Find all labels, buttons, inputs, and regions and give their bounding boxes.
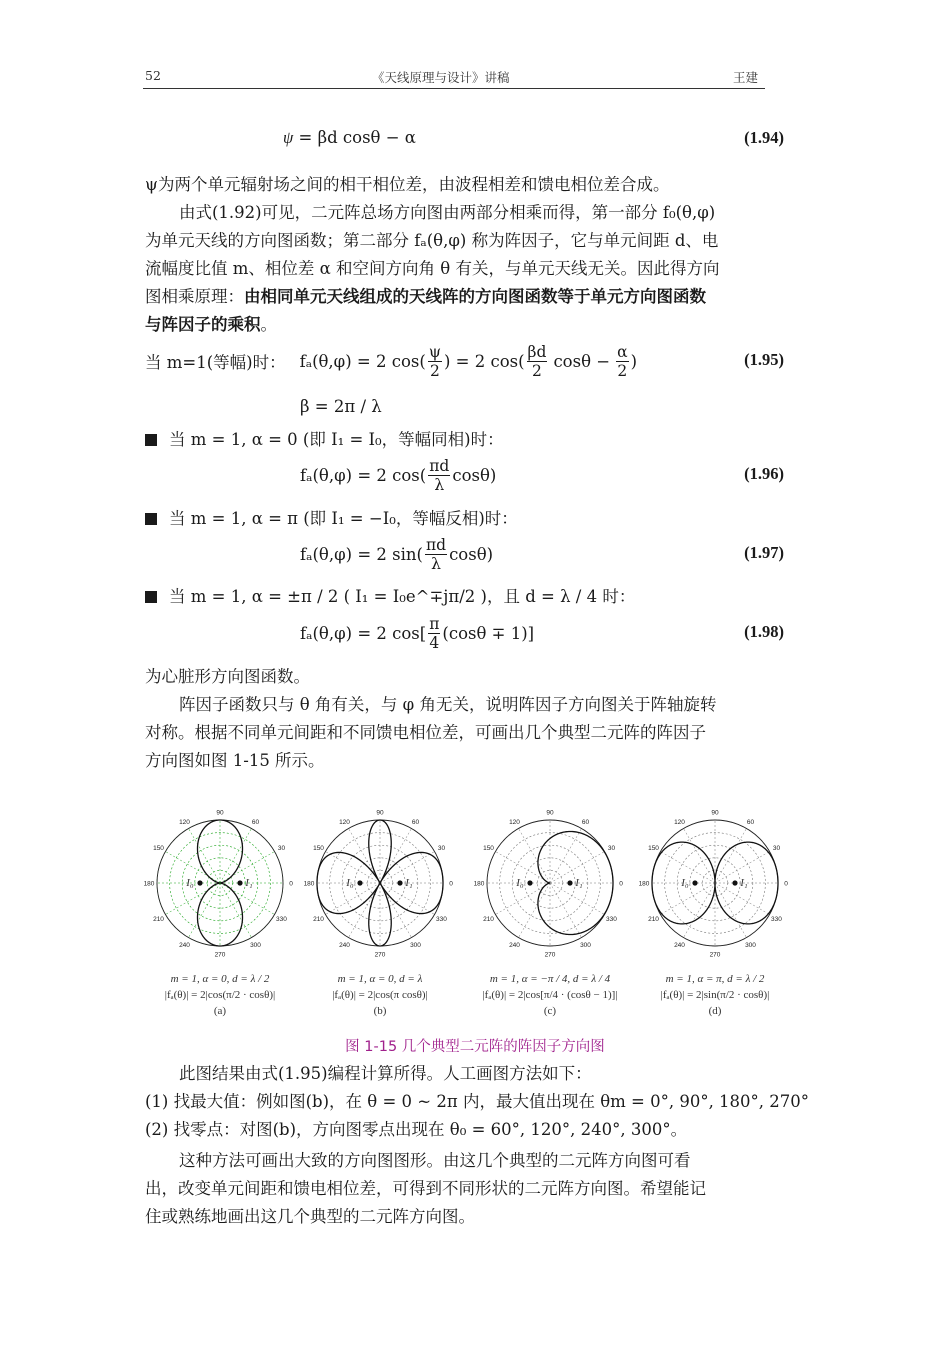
angle-label: 330 bbox=[436, 916, 447, 923]
paragraph-line: 出，改变单元间距和馈电相位差，可得到不同形状的二元阵方向图。希望能记 bbox=[145, 1179, 706, 1198]
panel-formula: |fₐ(θ)| = 2|cos[π/4 · (cosθ − 1)]| bbox=[482, 989, 618, 1001]
eq-end: ) bbox=[630, 351, 637, 371]
equation-number-1-95: (1.95) bbox=[744, 350, 784, 369]
polar-grid-spoke bbox=[220, 828, 252, 883]
paragraph-line: 流幅度比值 m、相位差 α 和空间方向角 θ 有关，与单元天线无关。因此得方向 bbox=[145, 259, 720, 278]
angle-label: 240 bbox=[179, 941, 190, 949]
paragraph-line: 住或熟练地画出这几个典型的二元阵方向图。 bbox=[145, 1207, 475, 1226]
angle-label: 300 bbox=[745, 941, 756, 949]
eq-mid: ) = 2 cos( bbox=[443, 351, 525, 371]
angle-label: 90 bbox=[546, 809, 554, 817]
angle-label: 30 bbox=[437, 845, 446, 852]
element-label: I₀ bbox=[681, 877, 689, 889]
equation-1-94 bbox=[283, 128, 416, 148]
angle-label: 270 bbox=[709, 951, 721, 959]
element-label: I₀ bbox=[346, 877, 354, 889]
angle-label: 240 bbox=[674, 941, 685, 949]
bullet-icon bbox=[145, 434, 157, 446]
running-title: 《天线原理与设计》讲稿 bbox=[372, 70, 510, 85]
angle-label: 60 bbox=[746, 819, 755, 827]
paragraph-method: 此图结果由式(1.95)编程计算所得。人工画图方法如下： bbox=[179, 1064, 592, 1083]
equation-1-95 bbox=[145, 338, 637, 384]
period: 。 bbox=[260, 315, 277, 334]
eq-mid2: cosθ − bbox=[553, 351, 611, 371]
panel-condition: m = 1, α = π, d = λ / 2 bbox=[665, 973, 765, 985]
polar-grid-spoke bbox=[550, 828, 582, 883]
angle-label: 330 bbox=[771, 916, 782, 923]
angle-label: 180 bbox=[638, 880, 650, 888]
case-condition: 当 m = 1, α = 0 (即 I₁ = I₀，等幅同相)时： bbox=[145, 427, 791, 453]
element-i0-dot bbox=[692, 880, 697, 885]
paragraph-line: 方向图如图 1-15 所示。 bbox=[145, 751, 325, 770]
angle-label: 30 bbox=[277, 845, 286, 852]
panel-label: (a) bbox=[213, 1005, 227, 1017]
element-i0-dot bbox=[357, 880, 362, 885]
angle-label: 180 bbox=[143, 880, 155, 888]
bullet-icon bbox=[145, 513, 157, 525]
bullet-icon bbox=[145, 591, 157, 603]
angle-label: 150 bbox=[313, 845, 324, 852]
angle-label: 180 bbox=[473, 880, 485, 888]
fraction: $\frac{\pi d}{\lambda}$ bbox=[429, 456, 450, 494]
equation-number-1-96: (1.96) bbox=[744, 464, 784, 483]
polar-grid-spoke bbox=[684, 883, 716, 938]
panel-condition: m = 1, α = −π / 4, d = λ / 4 bbox=[489, 973, 611, 985]
paragraph-line bbox=[145, 312, 791, 338]
eq-rhs: = βd cosθ − α bbox=[293, 128, 416, 147]
angle-label: 330 bbox=[276, 916, 287, 923]
fraction: $\frac{\beta d}{2}$ bbox=[527, 342, 547, 380]
angle-label: 300 bbox=[410, 941, 421, 949]
angle-label: 0 bbox=[619, 880, 623, 888]
angle-label: 30 bbox=[772, 845, 781, 852]
element-i0-dot bbox=[527, 880, 532, 885]
angle-label: 210 bbox=[648, 916, 659, 923]
principle-label: 图相乘原理： bbox=[145, 287, 244, 306]
polar-grid-spoke bbox=[519, 828, 551, 883]
header-rule bbox=[143, 88, 765, 89]
panel-formula: |fₐ(θ)| = 2|cos(π cosθ)| bbox=[332, 989, 428, 1001]
element-i1-dot bbox=[397, 880, 402, 885]
angle-label: 30 bbox=[607, 845, 616, 852]
element-i0-dot bbox=[197, 880, 202, 885]
angle-label: 120 bbox=[339, 819, 350, 827]
angle-label: 120 bbox=[179, 819, 190, 827]
principle-statement-end: 与阵因子的乘积 bbox=[145, 315, 261, 334]
angle-label: 90 bbox=[711, 809, 719, 817]
element-label: I₀ bbox=[516, 877, 524, 889]
fraction: $\frac{\pi d}{\lambda}$ bbox=[425, 535, 447, 573]
angle-label: 90 bbox=[216, 809, 224, 817]
equation-number-1-94: (1.94) bbox=[744, 128, 784, 147]
polar-grid-spoke bbox=[550, 883, 582, 938]
paragraph-line: 由式(1.92)可见，二元阵总场方向图由两部分相乘而得，第一部分 f₀(θ,φ) bbox=[179, 203, 716, 222]
angle-label: 150 bbox=[153, 845, 164, 852]
polar-grid-spoke bbox=[684, 828, 716, 883]
angle-label: 210 bbox=[313, 916, 324, 923]
case-condition: 当 m = 1, α = π (即 I₁ = −I₀，等幅反相)时： bbox=[145, 506, 791, 532]
angle-label: 300 bbox=[250, 941, 261, 949]
equation-number-1-98: (1.98) bbox=[744, 622, 784, 641]
author-name: 王建 bbox=[733, 70, 759, 85]
element-i1-dot bbox=[732, 880, 737, 885]
panel-label: (d) bbox=[708, 1005, 722, 1017]
panel-label: (b) bbox=[373, 1005, 387, 1017]
angle-label: 120 bbox=[674, 819, 685, 827]
polar-grid-spoke bbox=[519, 883, 551, 938]
angle-label: 270 bbox=[374, 951, 386, 959]
angle-label: 0 bbox=[784, 880, 788, 888]
element-label: I₁ bbox=[245, 877, 253, 889]
angle-label: 60 bbox=[411, 819, 420, 827]
paragraph-line bbox=[145, 284, 791, 310]
panel-formula: |fₐ(θ)| = 2|sin(π/2 · cosθ)| bbox=[660, 989, 770, 1001]
angle-label: 210 bbox=[153, 916, 164, 923]
panel-condition: m = 1, α = 0, d = λ / 2 bbox=[170, 973, 270, 985]
angle-label: 90 bbox=[376, 809, 384, 817]
angle-label: 240 bbox=[509, 941, 520, 949]
angle-label: 300 bbox=[580, 941, 591, 949]
element-label: I₀ bbox=[186, 877, 194, 889]
principle-statement: 由相同单元天线组成的天线阵的方向图函数等于单元方向图函数 bbox=[244, 287, 706, 306]
panel-condition: m = 1, α = 0, d = λ bbox=[337, 973, 423, 985]
polar-grid-spoke bbox=[189, 828, 221, 883]
angle-label: 150 bbox=[483, 845, 494, 852]
angle-label: 270 bbox=[544, 951, 556, 959]
angle-label: 0 bbox=[289, 880, 293, 888]
polar-grid-spoke bbox=[715, 883, 747, 938]
element-label: I₁ bbox=[740, 877, 748, 889]
equation-1-96: fₐ(θ,φ) = 2 cos( $\frac{\pi d}{\lambda}$ cosθ) bbox=[300, 456, 497, 494]
polar-grid-spoke bbox=[220, 883, 252, 938]
angle-label: 60 bbox=[581, 819, 590, 827]
fraction: $\frac{\alpha}{2}$ bbox=[617, 342, 628, 380]
eq-psi: ψ bbox=[283, 128, 294, 147]
list-item: (2) 找零点：对图(b)，方向图零点出现在 θ₀ = 60°, 120°, 240°, 300°。 bbox=[145, 1120, 688, 1139]
paragraph-psi: ψ为两个单元辐射场之间的相干相位差，由波程相差和馈电相位差合成。 bbox=[145, 175, 670, 194]
eq-lhs: fₐ(θ,φ) = 2 cos( bbox=[299, 351, 426, 371]
angle-label: 330 bbox=[606, 916, 617, 923]
angle-label: 120 bbox=[509, 819, 520, 827]
equation-1-98: fₐ(θ,φ) = 2 cos[ $\frac{\pi}{4}$ (cosθ ∓ 1)] bbox=[300, 614, 535, 652]
beta-definition: β = 2π / λ bbox=[300, 397, 382, 416]
panel-formula: |fₐ(θ)| = 2|cos(π/2 · cosθ)| bbox=[164, 989, 276, 1001]
paragraph-line: 对称。根据不同单元间距和不同馈电相位差，可画出几个典型二元阵的阵因子 bbox=[145, 723, 706, 742]
paragraph-cardioid: 为心脏形方向图函数。 bbox=[145, 667, 310, 686]
figure-1-15 bbox=[140, 790, 800, 1025]
angle-label: 180 bbox=[303, 880, 315, 888]
angle-label: 60 bbox=[251, 819, 260, 827]
page-number: 52 bbox=[145, 68, 161, 83]
list-item: (1) 找最大值：例如图(b)，在 θ = 0 ~ 2π 内，最大值出现在 θm = 0°, 90°, 180°, 270° bbox=[145, 1092, 810, 1111]
element-i1-dot bbox=[567, 880, 572, 885]
fraction: $\frac{\psi}{2}$ bbox=[428, 342, 441, 380]
angle-label: 240 bbox=[339, 941, 350, 949]
element-label: I₁ bbox=[405, 877, 413, 889]
element-label: I₁ bbox=[575, 877, 583, 889]
paragraph-line: 这种方法可画出大致的方向图图形。由这几个典型的二元阵方向图可看 bbox=[179, 1151, 691, 1170]
polar-grid-spoke bbox=[715, 828, 747, 883]
angle-label: 270 bbox=[214, 951, 226, 959]
angle-label: 0 bbox=[449, 880, 453, 888]
panel-label: (c) bbox=[543, 1005, 557, 1017]
equation-1-97: fₐ(θ,φ) = 2 sin( $\frac{\pi d}{\lambda}$ cosθ) bbox=[300, 535, 494, 573]
paragraph-line: 阵因子函数只与 θ 角有关，与 φ 角无关，说明阵因子方向图关于阵轴旋转 bbox=[179, 695, 717, 714]
figure-caption: 图 1-15 几个典型二元阵的阵因子方向图 bbox=[345, 1039, 605, 1055]
element-i1-dot bbox=[237, 880, 242, 885]
eq-condition: 当 m=1(等幅)时： bbox=[145, 353, 286, 372]
fraction: $\frac{\pi}{4}$ bbox=[429, 614, 440, 652]
angle-label: 150 bbox=[648, 845, 659, 852]
paragraph-line: 为单元天线的方向图函数；第二部分 fₐ(θ,φ) 称为阵因子，它与单元间距 d、电 bbox=[145, 231, 719, 250]
polar-grid-spoke bbox=[189, 883, 221, 938]
case-condition: 当 m = 1, α = ±π / 2 ( I₁ = I₀e^∓jπ/2 )，且 d = λ / 4 时： bbox=[145, 584, 791, 610]
equation-number-1-97: (1.97) bbox=[744, 543, 784, 562]
angle-label: 210 bbox=[483, 916, 494, 923]
